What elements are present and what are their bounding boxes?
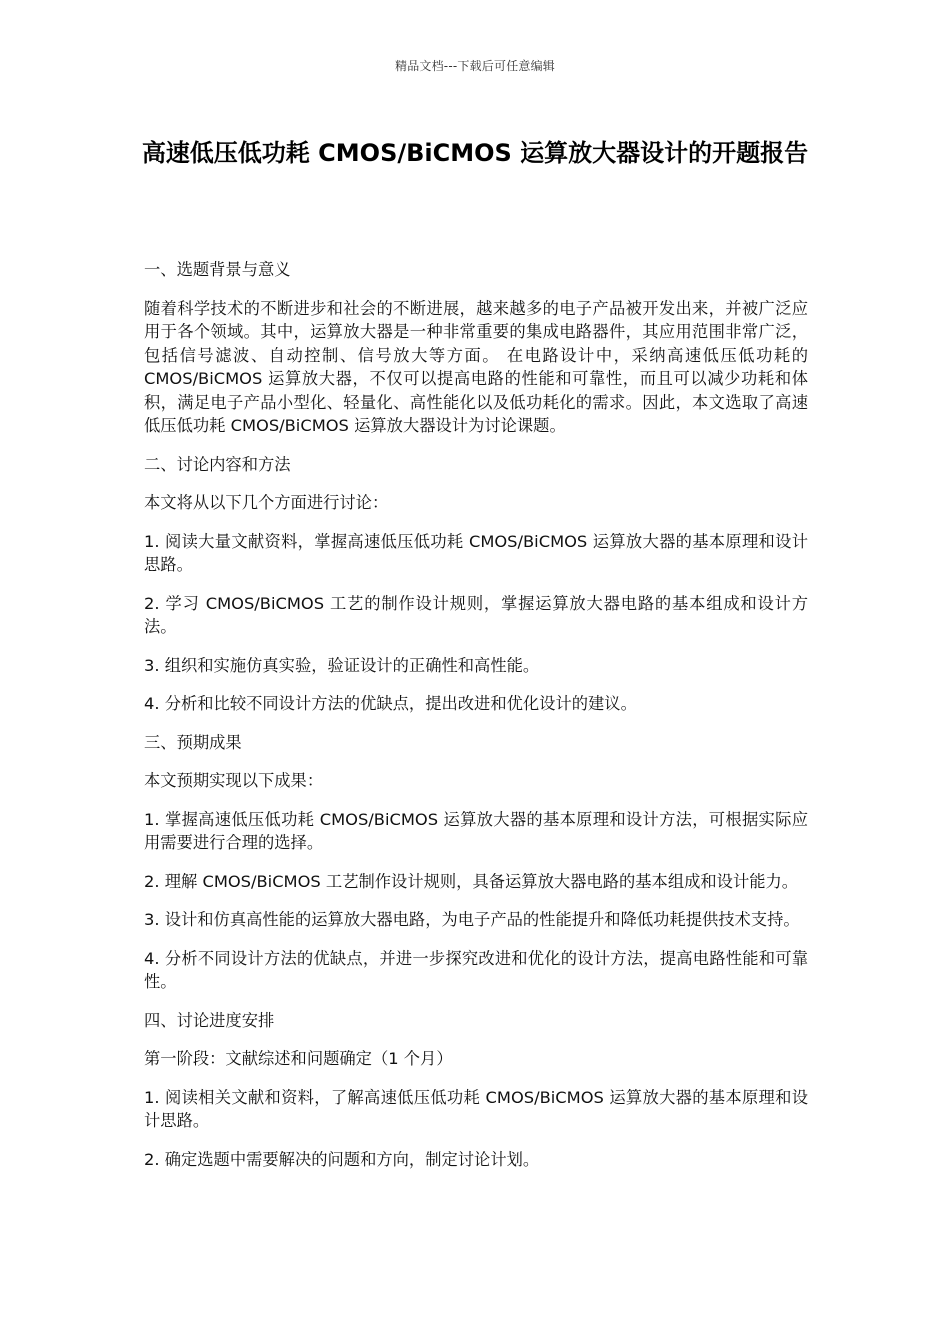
list-item-results-1: 1. 掌握高速低压低功耗 CMOS/BiCMOS 运算放大器的基本原理和设计方法，可根据实际应用需要进行合理的选择。: [144, 809, 808, 852]
list-item-results-3: 3. 设计和仿真高性能的运算放大器电路，为电子产品的性能提升和降低功耗提供技术支持。: [144, 910, 800, 929]
section-heading-background: 一、选题背景与意义: [144, 260, 291, 279]
paragraph-intro-results: 本文预期实现以下成果：: [144, 771, 324, 790]
paragraph-phase-1: 第一阶段：文献综述和问题确定（1 个月）: [144, 1049, 453, 1068]
list-item-results-4: 4. 分析不同设计方法的优缺点，并进一步探究改进和优化的设计方法，提高电路性能和可靠性。: [144, 948, 808, 991]
header-note: 精品文档---下载后可任意编辑: [395, 59, 555, 73]
section-heading-schedule: 四、讨论进度安排: [144, 1010, 275, 1030]
list-item-content-3: 3. 组织和实施仿真实验，验证设计的正确性和高性能。: [144, 655, 540, 675]
document-body: [144, 258, 808, 1186]
paragraph-background: 随着科学技术的不断进步和社会的不断进展，越来越多的电子产品被开发出来，并被广泛应用于各个领域。其中，运算放大器是一种非常重要的集成电路器件，其应用范围非常广泛，包括信号滤波、自动控制、信号放大等方面。 在电路设计中，采纳高速低压低功耗的 CMOS/BiCMOS 运算放大器，不仅可以提高电路的性能和可靠性，而且可以减少功耗和体积，满足电子产品小型化、轻量化、高性能化以及低功耗化的需求。因此，本文选取了高速低压低功耗 CMOS/BiCMOS 运算放大器设计为讨论课题。: [144, 298, 808, 435]
list-item-content-4: 4. 分析和比较不同设计方法的优缺点，提出改进和优化设计的建议。: [144, 694, 637, 713]
list-item-content-1: 1. 阅读大量文献资料，掌握高速低压低功耗 CMOS/BiCMOS 运算放大器的基本原理和设计思路。: [144, 531, 808, 574]
list-item-results-2: 2. 理解 CMOS/BiCMOS 工艺制作设计规则，具备运算放大器电路的基本组成和设计能力。: [144, 871, 799, 891]
list-item-phase-1-2: 2. 确定选题中需要解决的问题和方向，制定讨论计划。: [144, 1149, 540, 1169]
section-heading-expected-results: 三、预期成果: [144, 732, 242, 752]
list-item-phase-1-1: 1. 阅读相关文献和资料，了解高速低压低功耗 CMOS/BiCMOS 运算放大器的基本原理和设计思路。: [144, 1087, 808, 1130]
section-heading-content-methods: 二、讨论内容和方法: [144, 454, 291, 474]
list-item-content-2: 2. 学习 CMOS/BiCMOS 工艺的制作设计规则，掌握运算放大器电路的基本组成和设计方法。: [144, 593, 808, 636]
document-title: 高速低压低功耗 CMOS/BiCMOS 运算放大器设计的开题报告: [141, 139, 809, 167]
paragraph-intro-content: 本文将从以下几个方面进行讨论：: [144, 493, 389, 512]
